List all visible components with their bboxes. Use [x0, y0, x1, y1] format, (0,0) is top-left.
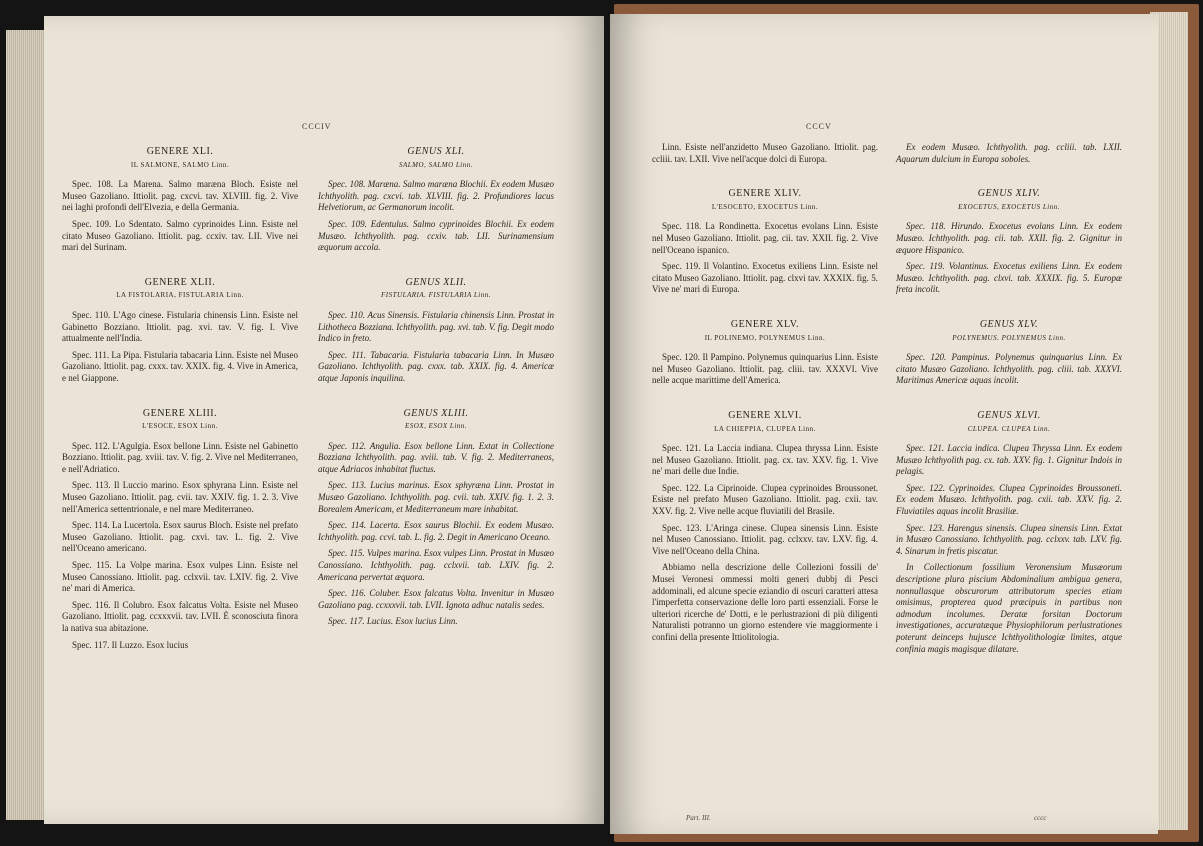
genus-subheading: IL SALMONE, SALMO Linn. — [130, 160, 230, 169]
species-entry: Spec. 114. Lacerta. Esox saurus Blochii. Ex eodem Musæo. Ichthyolith. pag. ccvi. tab. L. fig. 2. Degit in Americano Oceano. — [318, 520, 554, 542]
section-gap — [652, 301, 878, 313]
species-entry: Spec. 115. Vulpes marina. Esox vulpes Linn. Prostat in Musæo Canossiano. Ichthyolith. pag. cclxvii. tab. LXIV. fig. 2. Americana pervertat æquora. — [318, 548, 554, 582]
species-entry: Spec. 113. Lucius marinus. Esox sphyræna Linn. Prostat in Musæo Gazoliano. Ichthyolith. pag. cvii. tab. XXIV. fig. 1. 2. 3. Borealem Americam, et Mediterraneum mare inhabitat. — [318, 480, 554, 514]
species-entry: Spec. 112. Angulia. Esox bellone Linn. Extat in Collectione Bozziana Ichthyolith. pag. xviii. tab. V. fig. 2. Mediterraneos, atque Adriacos inhabitat fluctus. — [318, 440, 554, 474]
species-entry: Spec. 117. Lucius. Esox lucius Linn. — [328, 616, 458, 627]
genus-heading: GENUS XLIV. — [977, 188, 1041, 200]
species-entry: Spec. 110. Acus Sinensis. Fistularia chinensis Linn. Prostat in Lithotheca Bozziana. Ichthyolith. pag. xvi. tab. V. fig. Degit modo Indico in freto. — [318, 309, 554, 344]
genus-heading: GENERE XLIII. — [142, 407, 218, 419]
genus-heading: GENERE XLV. — [730, 318, 800, 330]
species-entry: Spec. 122. Cyprinoides. Clupea Cyprinoides Broussoneti. Ex eodem Musæo. Ichthyolith. pag. cxii. tab. XXV. fig. 2. Fluviatiles aquas incolit Brasiliæ. — [896, 482, 1122, 517]
genus-subheading: EXOCETUS, EXOCETUS Linn. — [958, 202, 1060, 211]
species-entry: Linn. Esiste nell'anzidetto Museo Gazoliano. Ittiolit. pag. ccliii. tav. LXII. Vive nell'acque dolci di Europa. — [652, 142, 878, 164]
genus-heading: GENERE XLII. — [144, 276, 216, 288]
species-entry: Spec. 108. La Marena. Salmo maræna Bloch. Esiste nel Museo Gazoliano. Ittiolit. pag. cxcvi. tav. XLVIII. fig. 2. Vive nei laghi profondi dell'Elvezia, e della Germania. — [62, 179, 298, 213]
species-entry: Spec. 119. Volantinus. Exocetus exiliens Linn. Ex eodem Musæo. Ichthyolith. pag. clxvi. tab. XXXIX. fig. 5. Europæ freta incolit. — [896, 261, 1122, 295]
genus-heading: GENUS XLVI. — [977, 409, 1041, 421]
species-entry: Spec. 119. Il Volantino. Exocetus exiliens Linn. Esiste nel citato Museo Gazoliano. Ittiolit. pag. clxvi tav. XXXIX. fig. 5. Vive ne' mari di Europa. — [652, 261, 878, 295]
genus-subheading: POLYNEMUS. POLYNEMUS Linn. — [952, 333, 1066, 342]
species-entry: Spec. 117. Il Luzzo. Esox lucius — [72, 639, 189, 650]
genus-heading: GENUS XLIII. — [403, 407, 469, 419]
species-entry: Spec. 114. La Lucertola. Esox saurus Bloch. Esiste nel prefato Museo Gazoliano. Ittiolit. pag. cxvi. tav. L. fig. 2. Vive nell'Oceano americano. — [62, 520, 298, 554]
genus-heading: GENERE XLVI. — [728, 409, 802, 421]
section-gap — [318, 259, 554, 271]
species-entry: Spec. 109. Edentulus. Salmo cyprinoides Blochii. Ex eodem Musæo. Ichthyolith. pag. ccxiv. tab. LII. Surinamensium æquorum accola. — [318, 218, 554, 253]
page-number: CCCIV — [302, 122, 332, 131]
section-gap — [652, 170, 878, 182]
species-entry: Spec. 111. La Pipa. Fistularia tabacaria Linn. Esiste nel Museo Gazoliano. Ittiolit. pag. cxxx. tav. XXIX. fig. 4. Vive in America, e nel Giappone. — [62, 349, 298, 383]
genus-subheading: ESOX, ESOX Linn. — [404, 422, 468, 431]
genus-heading: GENERE XLIV. — [728, 188, 802, 200]
genus-subheading: LA CHIEPPIA, CLUPEA Linn. — [714, 424, 816, 433]
left-page — [44, 16, 604, 824]
species-entry: Spec. 118. Hirundo. Exocetus evolans Linn. Ex eodem Musæo. Ichthyolith. pag. cii. tab. XXII. fig. 2. Gignitur in æquore Hispanico. — [896, 221, 1122, 255]
genus-subheading: IL POLINEMO, POLYNEMUS Linn. — [704, 333, 826, 342]
species-entry: Spec. 121. La Laccia indiana. Clupea thryssa Linn. Esiste nel Museo Gazoliano. Ittiolit. pag. cx. tav. XXV. fig. 1. Vive ne' mari delle due Indie. — [652, 443, 878, 477]
species-entry: Spec. 110. L'Ago cinese. Fistularia chinensis Linn. Esiste nel Gabinetto Bozziano. Ittiolit. pag. xvi. tav. V. fig. I. Vive attualmente nell'India. — [62, 309, 298, 344]
species-entry: Spec. 121. Laccia indica. Clupea Thryssa Linn. Ex eodem Musæo Ichthyolith pag. cx. tab. XXV. fig. 1. Gignitur Indois in pelagis. — [896, 443, 1122, 477]
species-entry: Spec. 120. Il Pampino. Polynemus quinquarius Linn. Esiste nel Museo Gazoliano. Ittiolit. pag. cliii. tav. XXXVI. Vive nelle acque marittime dell'America. — [652, 352, 878, 386]
gathering-mark: cccc — [1034, 814, 1047, 822]
species-entry: In Collectionum fossilium Veronensium Musæorum descriptione plura piscium Abdominalium ambigua genera, nonnullasque obscurorum attributorum species etiam omisimus, propterea quod præcipuis in partibus non admodum incolumes. Deratæ forsitan Doctorum investigationes, accuratæque Physiophilorum perlustrationes poterunt deinceps hujusce Ichthyolithologiæ limites, atque confinia magis magisque dilatare. — [896, 562, 1122, 654]
genus-heading: GENUS XLI. — [407, 146, 465, 157]
page-number: CCCV — [806, 122, 832, 131]
section-gap — [318, 390, 554, 402]
species-entry: Spec. 115. La Volpe marina. Esox vulpes Linn. Esiste nel Museo Canossiano. Ittiolit. pag. cclxvii. tav. LXIV. fig. 2. Vive ne' mari di America. — [62, 560, 298, 594]
italian-column — [652, 142, 878, 649]
species-entry: Spec. 112. L'Agulgia. Esox bellone Linn. Esiste nel Gabinetto Bozziano. Ittiolit. pag. xviii. tav. V. fig. 2. Vive nel Mediterraneo, e nell'Adriatico. — [62, 440, 298, 474]
latin-column — [318, 140, 554, 633]
species-entry: Spec. 116. Coluber. Esox falcatus Volta. Invenitur in Musæo Gazoliano pag. ccxxxvii. tab. LVII. Ignota adhuc natalis sedes. — [318, 588, 554, 610]
species-entry: Spec. 111. Tabacaria. Fistularia tabacaria Linn. In Musæo Gazoliano. Ichthyolith. pag. cxxx. tab. XXIX. fig. 4. Americæ atque Japonis inquilina. — [318, 349, 554, 383]
genus-subheading: LA FISTOLARIA, FISTULARIA Linn. — [116, 291, 244, 300]
section-gap — [652, 392, 878, 404]
genus-heading: GENERE XLI. — [146, 146, 214, 157]
species-entry: Spec. 122. La Ciprinoide. Clupea cyprinoides Broussonet. Esiste nel prefato Museo Gazoliano. Ittiolit. pag. cxii. tav. XXV. fig. 2. Vive nelle acque fluviatili del Brasile. — [652, 482, 878, 517]
species-entry: Spec. 116. Il Colubro. Esox falcatus Volta. Esiste nel Museo Gazoliano. Ittiolit. pag. ccxxxvii. tav. LVII. È sconosciuta finora la nativa sua abitazione. — [62, 599, 298, 633]
genus-subheading: L'ESOCE, ESOX Linn. — [142, 422, 218, 431]
signature-mark: Part. III. — [686, 814, 711, 822]
species-entry: Spec. 113. Il Luccio marino. Esox sphyrana Linn. Esiste nel Museo Gazoliano. Ittiolit. pag. cvii. tav. XXIV. fig. 1. 2. 3. Vive nell'America settentrionale, e nel mare Mediterraneo. — [62, 480, 298, 514]
italian-column — [62, 140, 298, 656]
species-entry: Abbiamo nella descrizione delle Collezioni fossili de' Musei Veronesi ommessi molti generi dubbj di Pesci addominali, ed alcune specie eziandio di oscuri caratteri attesa l'imperfetta conservazione delle loro parti essenziali. Forse le ulteriori ricerche de' Dotti, e le perlustrazioni di più diligenti Naturalisti potranno un giorno estendere vie maggiormente i confini della presente Ittiolitologia. — [652, 562, 878, 642]
latin-column — [896, 142, 1122, 660]
species-entry: Spec. 118. La Rondinetta. Exocetus evolans Linn. Esiste nel Museo Gazoliano. Ittiolit. pag. cii. tav. XXII. fig. 2. Vive nell'Oceano ispanico. — [652, 221, 878, 255]
genus-subheading: SALMO, SALMO Linn. — [399, 160, 473, 169]
section-gap — [62, 390, 298, 402]
genus-subheading: CLUPEA. CLUPEA Linn. — [967, 424, 1051, 433]
species-entry: Spec. 120. Pampinus. Polynemus quinquarius Linn. Ex citato Musæo Gazoliano. Ichthyolith. pag. cliii. tab. XXXVI. Maritimas Americæ aquas incolit. — [896, 352, 1122, 386]
species-entry: Spec. 108. Maræna. Salmo maræna Blochii. Ex eodem Musæo Ichthyolith. pag. cxcvi. tab. XLVIII. fig. 2. Profundiores lacus Helvetiorum, ac Germanorum incolit. — [318, 179, 554, 213]
section-gap — [62, 259, 298, 271]
section-gap — [896, 392, 1122, 404]
right-page — [610, 14, 1158, 834]
genus-subheading: FISTULARIA. FISTULARIA Linn. — [381, 291, 491, 300]
genus-subheading: L'ESOCETO, EXOCETUS Linn. — [711, 202, 819, 211]
genus-heading: GENUS XLII. — [405, 276, 467, 288]
section-gap — [896, 170, 1122, 182]
species-entry: Ex eodem Musæo. Ichthyolith. pag. ccliii. tab. LXII. Aquarum dulcium in Europa soboles. — [896, 142, 1122, 164]
genus-heading: GENUS XLV. — [979, 318, 1039, 330]
species-entry: Spec. 109. Lo Sdentato. Salmo cyprinoides Linn. Esiste nel citato Museo Gazoliano. Ittiolit. pag. ccxiv. tav. LII. Vive nei mari del Surinam. — [62, 218, 298, 253]
species-entry: Spec. 123. Harengus sinensis. Clupea sinensis Linn. Extat in Musæo Canossiano. Ichthyolith. pag. cclxxv. tab. LXV. fig. 4. Sinarum in fretis piscatur. — [896, 522, 1122, 556]
species-entry: Spec. 123. L'Aringa cinese. Clupea sinensis Linn. Esiste nel Museo Canossiano. Ittiolit. pag. cclxxv. tav. LXV. fig. 4. Vive nell'Oceano della China. — [652, 522, 878, 556]
section-gap — [896, 301, 1122, 313]
